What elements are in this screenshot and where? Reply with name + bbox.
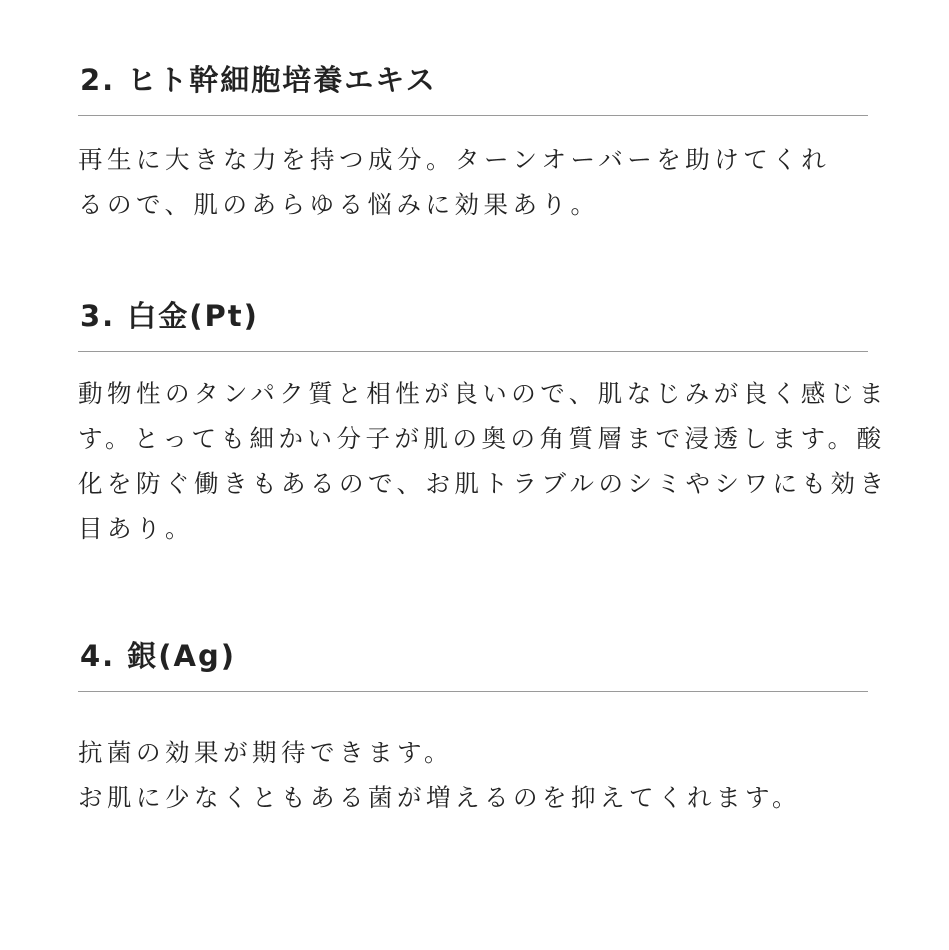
divider: [78, 351, 868, 352]
section-heading: 2. ヒト幹細胞培養エキス: [80, 63, 437, 97]
section-description: [78, 730, 868, 820]
section-heading: 3. 白金(Pt): [80, 299, 259, 333]
divider: [78, 691, 868, 692]
description-line: 化を防ぐ働きもあるので、お肌トラブルのシミやシワにも効き: [78, 469, 889, 498]
description-line: るので、肌のあらゆる悩みに効果あり。: [78, 190, 600, 219]
description-line: お肌に少なくともある菌が増えるのを抑えてくれます。: [78, 783, 802, 812]
section-description: [78, 371, 889, 551]
description-line: 抗菌の効果が期待できます。: [78, 738, 454, 767]
description-line: す。とっても細かい分子が肌の奥の角質層まで浸透します。酸: [78, 424, 886, 453]
description-line: 動物性のタンパク質と相性が良いので、肌なじみが良く感じま: [78, 379, 888, 408]
divider: [78, 115, 868, 116]
description-line: 再生に大きな力を持つ成分。ターンオーバーを助けてくれ: [78, 145, 831, 174]
section-silver: [78, 636, 868, 820]
section-heading: 4. 銀(Ag): [80, 639, 237, 673]
description-line: 目あり。: [78, 514, 194, 543]
section-platinum: [78, 296, 889, 551]
section-description: [78, 137, 868, 227]
section-stem-cell-extract: [78, 60, 868, 227]
